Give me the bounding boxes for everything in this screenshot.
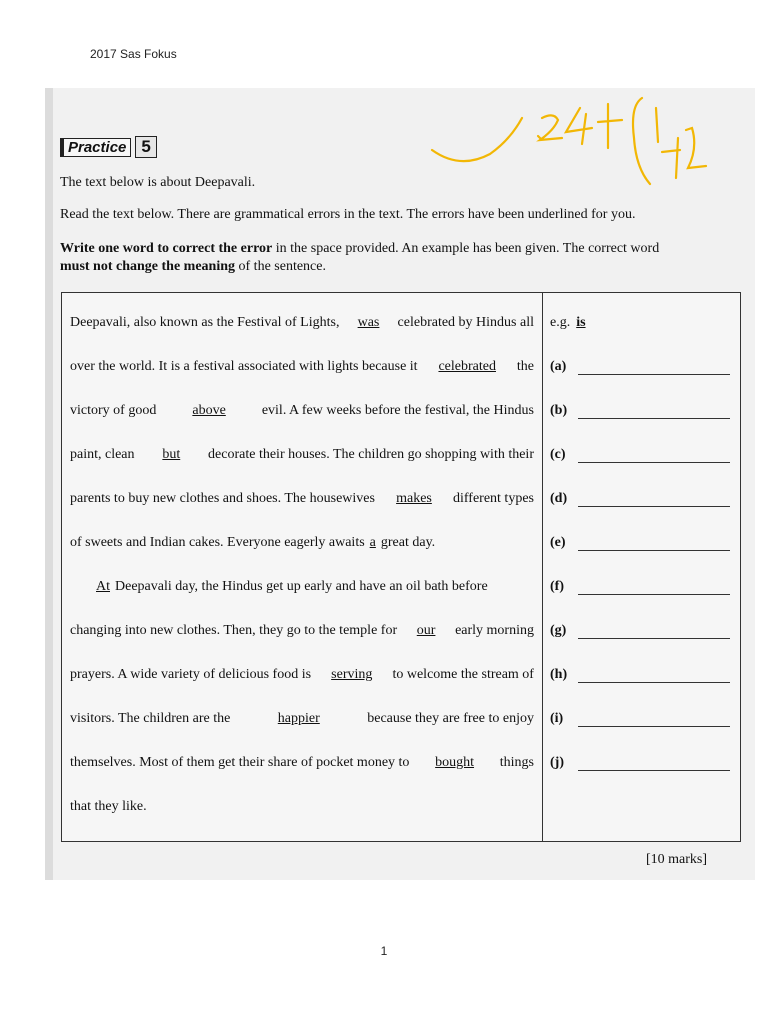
answer-label: (a) bbox=[550, 359, 567, 374]
answer-label: (d) bbox=[550, 491, 568, 506]
example-label: e.g. bbox=[550, 315, 571, 330]
practice-heading bbox=[60, 136, 157, 158]
error-word: but bbox=[162, 447, 181, 462]
answer-blank[interactable] bbox=[578, 492, 730, 507]
passage-line bbox=[70, 491, 534, 507]
line-before: Deepavali, also known as the Festival of Lights, bbox=[70, 315, 340, 330]
error-word: bought bbox=[435, 755, 475, 770]
line-after: evil. A few weeks before the festival, the Hindus bbox=[261, 403, 534, 418]
task-mid: in the space provided. An example has been given. The correct word bbox=[272, 241, 660, 256]
scan-edge-shadow bbox=[45, 88, 53, 880]
line-before: that they like. bbox=[70, 799, 147, 814]
line-after: early morning bbox=[455, 623, 534, 638]
line-before: victory of good bbox=[70, 403, 157, 418]
answer-blank[interactable] bbox=[578, 624, 730, 639]
page-number: 1 bbox=[380, 944, 388, 958]
line-after: the bbox=[516, 359, 534, 374]
answer-i bbox=[550, 711, 730, 727]
instructions-text: Read the text below. There are grammatical errors in the text. The errors have been underlined for you. bbox=[60, 207, 636, 222]
error-word: celebrated bbox=[438, 359, 496, 374]
passage-line bbox=[70, 711, 534, 727]
answer-j bbox=[550, 755, 730, 771]
example-answer: is bbox=[576, 315, 586, 330]
line-before: of sweets and Indian cakes. Everyone eagerly awaits bbox=[70, 535, 365, 550]
answer-h bbox=[550, 667, 730, 683]
passage-line bbox=[70, 403, 534, 419]
passage-line bbox=[70, 755, 534, 771]
answer-b bbox=[550, 403, 730, 419]
answer-blank[interactable] bbox=[578, 756, 730, 771]
error-word: a bbox=[369, 535, 376, 550]
error-word: makes bbox=[396, 491, 432, 506]
error-word: was bbox=[357, 315, 380, 330]
answer-label: (e) bbox=[550, 535, 566, 550]
passage-line bbox=[70, 623, 534, 639]
answer-a bbox=[550, 359, 730, 375]
answer-d bbox=[550, 491, 730, 507]
error-word: our bbox=[416, 623, 436, 638]
passage-line bbox=[70, 799, 534, 815]
passage-line bbox=[70, 447, 534, 463]
answer-example bbox=[550, 315, 730, 331]
answer-label: (b) bbox=[550, 403, 568, 418]
answer-label: (g) bbox=[550, 623, 567, 638]
line-after: celebrated by Hindus all bbox=[397, 315, 534, 330]
passage-line bbox=[70, 667, 534, 683]
passage-line bbox=[70, 535, 534, 551]
line-after: things bbox=[499, 755, 534, 770]
passage-line bbox=[96, 579, 534, 595]
answer-blank[interactable] bbox=[578, 404, 730, 419]
answer-f bbox=[550, 579, 730, 595]
task-bold-2: must not change the meaning bbox=[60, 259, 236, 274]
line-after: to welcome the stream of bbox=[392, 667, 534, 682]
line-before: paint, clean bbox=[70, 447, 135, 462]
task-bold-1: Write one word to correct the error bbox=[60, 241, 273, 256]
task-end: of the sentence. bbox=[235, 259, 326, 274]
line-before: over the world. It is a festival associated with lights because it bbox=[70, 359, 418, 374]
passage-line bbox=[70, 315, 534, 331]
line-before: changing into new clothes. Then, they go to the temple for bbox=[70, 623, 398, 638]
practice-number: 5 bbox=[135, 136, 156, 158]
line-after: decorate their houses. The children go shopping with their bbox=[208, 447, 534, 462]
answer-label: (f) bbox=[550, 579, 564, 594]
exercise-table bbox=[61, 292, 741, 842]
header-text: 2017 Sas Fokus bbox=[90, 47, 177, 61]
table-divider bbox=[542, 293, 543, 841]
line-after: different types bbox=[452, 491, 534, 506]
answer-label: (i) bbox=[550, 711, 564, 726]
scanned-page bbox=[45, 88, 755, 880]
passage-line bbox=[70, 359, 534, 375]
error-word: serving bbox=[331, 667, 373, 682]
answer-label: (j) bbox=[550, 755, 564, 770]
line-after: because they are free to enjoy bbox=[367, 711, 534, 726]
practice-label: Practice bbox=[60, 138, 131, 157]
line-after: great day. bbox=[380, 535, 436, 550]
answer-blank[interactable] bbox=[578, 668, 730, 683]
answer-blank[interactable] bbox=[578, 360, 730, 375]
answer-blank[interactable] bbox=[578, 448, 730, 463]
answer-blank[interactable] bbox=[578, 580, 730, 595]
line-before: visitors. The children are the bbox=[70, 711, 231, 726]
line-after: Deepavali day, the Hindus get up early and have an oil bath before bbox=[115, 579, 488, 594]
answer-e bbox=[550, 535, 730, 551]
line-before: themselves. Most of them get their share of pocket money to bbox=[70, 755, 410, 770]
answer-blank[interactable] bbox=[578, 536, 730, 551]
answer-blank[interactable] bbox=[578, 712, 730, 727]
error-word: At bbox=[96, 579, 110, 594]
answer-c bbox=[550, 447, 730, 463]
task-text bbox=[60, 240, 700, 276]
marks-text: [10 marks] bbox=[645, 852, 707, 867]
answer-g bbox=[550, 623, 730, 639]
error-word: happier bbox=[277, 711, 320, 726]
answer-label: (c) bbox=[550, 447, 566, 462]
error-word: above bbox=[192, 403, 226, 418]
handwritten-scribble-icon bbox=[430, 88, 750, 198]
intro-text: The text below is about Deepavali. bbox=[60, 175, 256, 190]
line-before: prayers. A wide variety of delicious food is bbox=[70, 667, 312, 682]
answer-label: (h) bbox=[550, 667, 568, 682]
line-before: parents to buy new clothes and shoes. The housewives bbox=[70, 491, 375, 506]
